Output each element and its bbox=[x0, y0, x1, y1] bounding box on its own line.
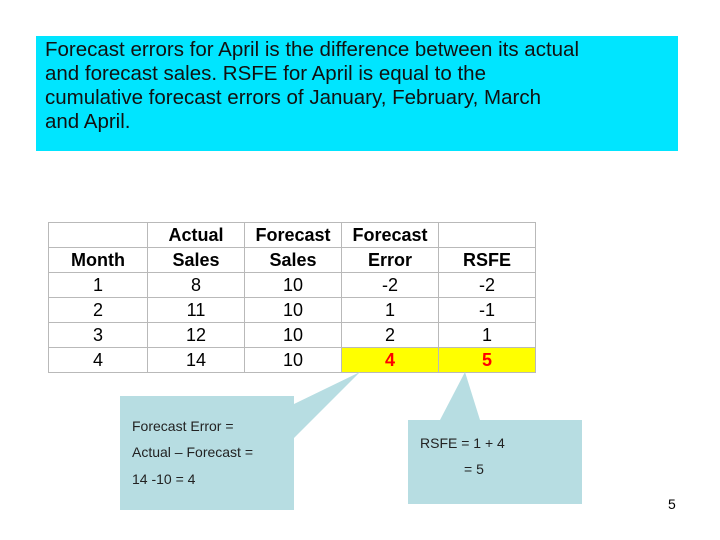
rsfe-callout bbox=[408, 420, 582, 504]
callout-text: = 5 bbox=[464, 461, 484, 477]
header-cell: Forecast bbox=[342, 223, 439, 248]
header-cell: Month bbox=[49, 248, 148, 273]
table-cell: 4 bbox=[49, 348, 148, 373]
table-cell: 12 bbox=[148, 323, 245, 348]
table-cell: 2 bbox=[49, 298, 148, 323]
banner-line: cumulative forecast errors of January, February, March bbox=[45, 86, 541, 109]
header-cell: Actual bbox=[148, 223, 245, 248]
highlighted-rsfe-cell: 5 bbox=[439, 348, 536, 373]
banner-line: and April. bbox=[45, 110, 131, 133]
table-cell: 14 bbox=[148, 348, 245, 373]
page-number: 5 bbox=[668, 496, 676, 512]
header-cell: Error bbox=[342, 248, 439, 273]
highlighted-forecast-error-cell: 4 bbox=[342, 348, 439, 373]
table-cell: 11 bbox=[148, 298, 245, 323]
callout-text: Forecast Error = bbox=[132, 418, 234, 434]
header-cell: Sales bbox=[245, 248, 342, 273]
table-cell: 10 bbox=[245, 323, 342, 348]
table-cell: -2 bbox=[342, 273, 439, 298]
banner-line: and forecast sales. RSFE for April is equal to the bbox=[45, 62, 486, 85]
table-cell: 1 bbox=[342, 298, 439, 323]
table-cell: 8 bbox=[148, 273, 245, 298]
header-cell: Forecast bbox=[245, 223, 342, 248]
table-cell: 1 bbox=[49, 273, 148, 298]
forecast-error-callout bbox=[120, 396, 294, 510]
banner-line: Forecast errors for April is the difference between its actual bbox=[45, 38, 580, 61]
left-callout-pointer bbox=[294, 372, 360, 438]
table-cell: 1 bbox=[439, 323, 536, 348]
table-cell: 2 bbox=[342, 323, 439, 348]
table-cell: -2 bbox=[439, 273, 536, 298]
table-cell: 10 bbox=[245, 273, 342, 298]
header-cell: Sales bbox=[148, 248, 245, 273]
table-cell: 3 bbox=[49, 323, 148, 348]
callout-text: RSFE = 1 + 4 bbox=[420, 435, 505, 451]
header-cell: RSFE bbox=[439, 248, 536, 273]
callout-text: Actual – Forecast = bbox=[132, 444, 254, 460]
table-cell: 10 bbox=[245, 348, 342, 373]
right-callout-pointer bbox=[440, 372, 480, 420]
callout-text: 14 -10 = 4 bbox=[132, 471, 196, 487]
table-cell: 10 bbox=[245, 298, 342, 323]
table-cell: -1 bbox=[439, 298, 536, 323]
